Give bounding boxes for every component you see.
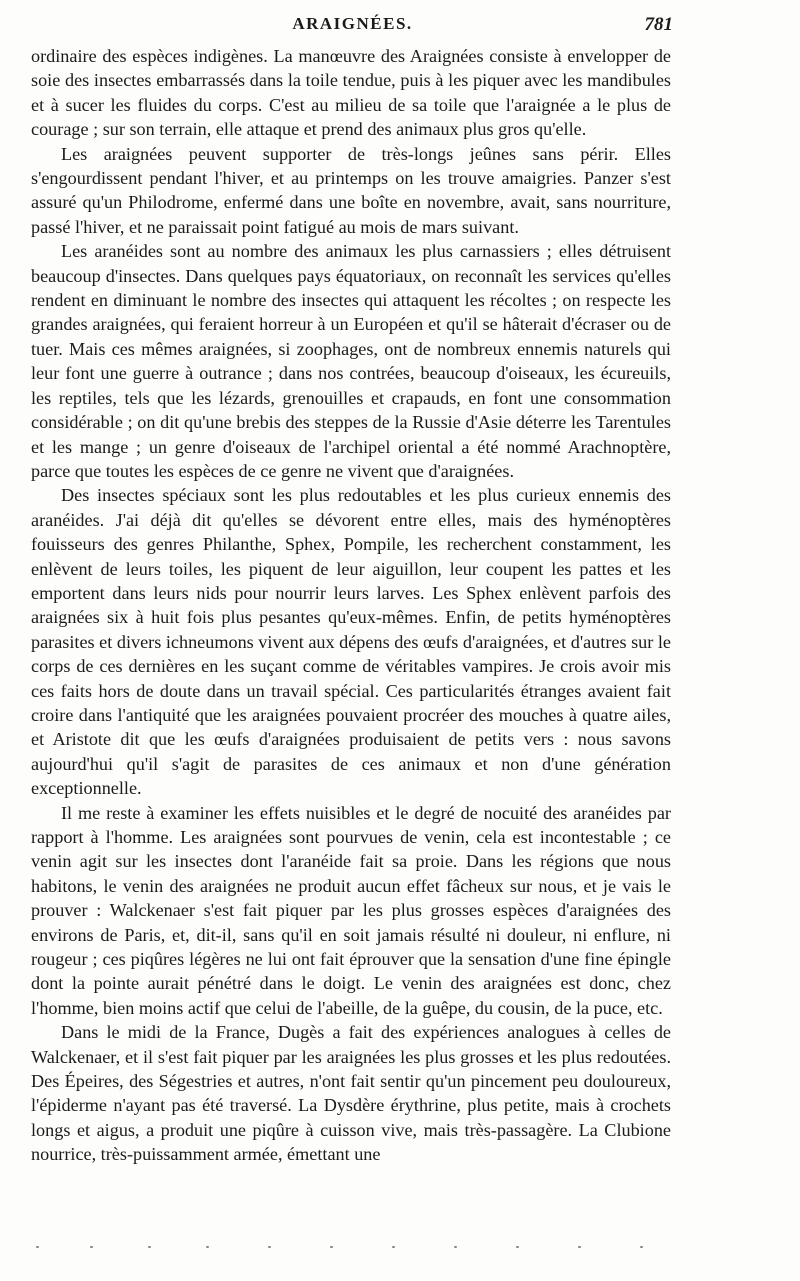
- running-title: ARAIGNÉES.: [292, 14, 413, 33]
- running-head: [30, 14, 675, 40]
- speck: [90, 1246, 93, 1248]
- speck: [640, 1246, 643, 1248]
- paragraph: ordinaire des espèces indigènes. La manœuvre des Araignées consiste à envelopper de soie des insectes embarrassés dans la toile tendue, puis à les piquer avec les mandibules et à sucer les fluides du corps. C'est au milieu de sa toile que l'araignée a le plus de courage ; sur son terrain, elle attaque et prend des animaux plus gros qu'elle.: [31, 46, 671, 140]
- speck: [578, 1246, 581, 1248]
- paragraph: Des insectes spéciaux sont les plus redoutables et les plus curieux ennemis des aranéides. J'ai déjà dit qu'elles se dévorent entre elles, mais des hyménoptères fouisseurs des genres Philanthe, Sphex, Pompile, les recherchent constamment, les enlèvent de leurs toiles, les piquent de leur aiguillon, leur coupent les pattes et les emportent dans leurs nids pour nourrir leurs larves. Les Sphex enlèvent parfois des araignées six à huit fois plus pesantes qu'eux-mêmes. Enfin, de petits hyménoptères parasites et divers ichneumons vivent aux dépens des œufs d'araignées, et d'autres sur le corps de ces dernières en les suçant comme de véritables vampires. Je crois avoir mis ces faits hors de doute dans un travail spécial. Ces particularités étranges avaient fait croire dans l'antiquité que les araignées pouvaient procréer des mouches à quatre ailes, et Aristote dit que les œufs d'araignées produisaient de petits vers : nous savons aujourd'hui qu'il s'agit de parasites de ces animaux et non d'une génération exceptionnelle.: [31, 485, 671, 799]
- speck: [392, 1246, 395, 1248]
- speck: [268, 1246, 271, 1248]
- body-text: [31, 44, 671, 1167]
- page-number: 781: [644, 14, 673, 35]
- speck: [454, 1246, 457, 1248]
- paragraph: Il me reste à examiner les effets nuisibles et le degré de nocuité des aranéides par rapport à l'homme. Les araignées sont pourvues de venin, cela est incontestable ; ce venin agit sur les insectes dont l'aranéide fait sa proie. Dans les régions que nous habitons, le venin des araignées ne produit aucun effet fâcheux sur nous, et je vais le prouver : Walckenaer s'est fait piquer par les plus grosses espèces d'araignées des environs de Paris, et, dit-il, sans qu'il en soit jamais résulté ni douleur, ni enflure, ni rougeur ; ces piqûres légères ne lui ont fait éprouver que la sensation d'une fine épingle dont la pointe aurait pénétré dans le doigt. Le venin des araignées est donc, chez l'homme, bien moins actif que celui de l'abeille, de la guêpe, du cousin, de la puce, etc.: [31, 802, 671, 1018]
- speck: [36, 1246, 39, 1248]
- paragraph: Les araignées peuvent supporter de très-longs jeûnes sans périr. Elles s'engourdissent pendant l'hiver, et au printemps on les trouve amaigries. Panzer s'est assuré qu'un Philodrome, enfermé dans une boîte en novembre, avait, sans nourriture, passé l'hiver, et ne paraissait point fatigué au mois de mars suivant.: [31, 143, 671, 237]
- speck: [516, 1246, 519, 1248]
- speck: [148, 1246, 151, 1248]
- speck: [330, 1246, 333, 1248]
- speck: [206, 1246, 209, 1248]
- paragraph: Les aranéides sont au nombre des animaux les plus carnassiers ; elles détruisent beaucoup d'insectes. Dans quelques pays équatoriaux, on reconnaît les services qu'elles rendent en diminuant le nombre des insectes qui attaquent les récoltes ; on respecte les grandes araignées, qui feraient horreur à un Européen et qu'il se hâterait d'écraser ou de tuer. Mais ces mêmes araignées, si zoophages, ont de nombreux ennemis naturels qui leur font une guerre à outrance ; dans nos contrées, beaucoup d'oiseaux, les écureuils, les reptiles, tels que les lézards, grenouilles et crapauds, en font une consommation considérable ; on dit qu'une brebis des steppes de la Russie d'Asie déterre les Tarentules et les mange ; un genre d'oiseaux de l'archipel oriental a été nommé Arachnoptère, parce que toutes les espèces de ce genre ne vivent que d'araignées.: [31, 241, 671, 481]
- paragraph: Dans le midi de la France, Dugès a fait des expériences analogues à celles de Walckenaer, et il s'est fait piquer par les araignées les plus grosses et les plus redoutées. Des Épeires, des Ségestries et autres, n'ont fait sentir qu'un pincement peu douloureux, l'épiderme n'ayant pas été traversé. La Dysdère érythrine, plus petite, mais à crochets longs et aigus, a produit une piqûre à cuisson vive, mais très-passagère. La Clubione nourrice, très-puissamment armée, émettant une: [31, 1022, 671, 1165]
- print-speckles: [30, 1238, 670, 1258]
